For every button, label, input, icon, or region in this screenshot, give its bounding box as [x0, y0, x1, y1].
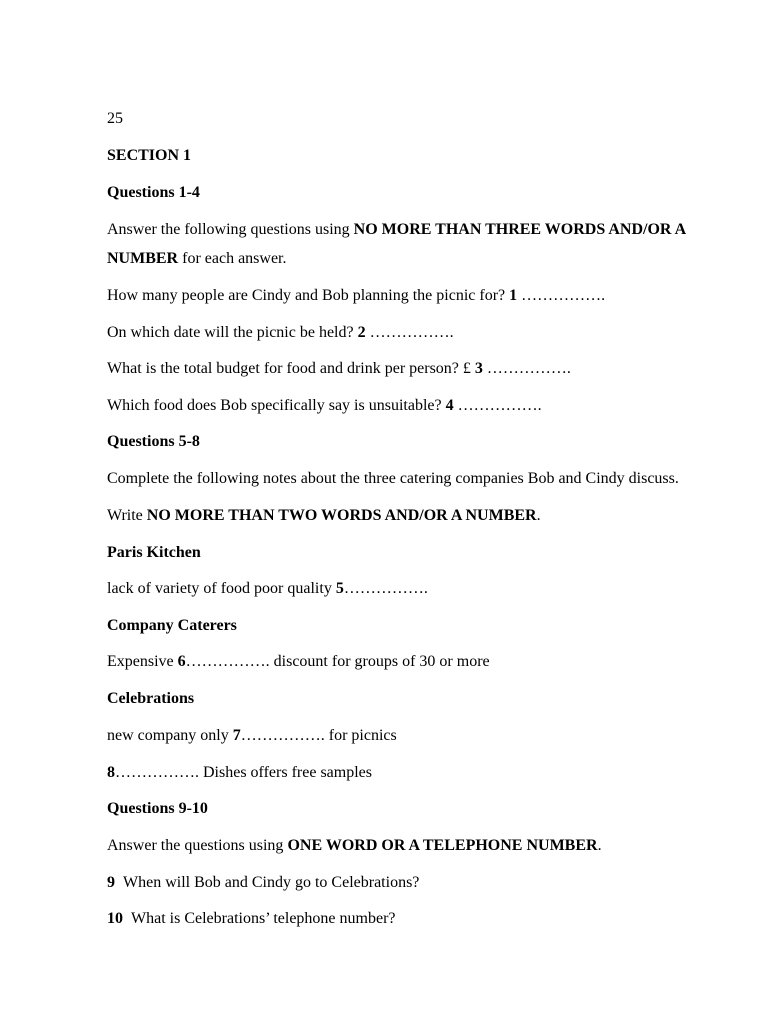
company-caterers-heading: Company Caterers: [107, 617, 237, 634]
q1-4-instruction: Answer the following questions using NO MORE THAN THREE WORDS AND/OR A NUMBER for each answer.: [107, 221, 686, 267]
question-8: 8……………. Dishes offers free samples: [107, 764, 372, 781]
section-title: SECTION 1: [107, 147, 192, 164]
question-7: new company only 7……………. for picnics: [107, 727, 397, 744]
page-number: 25: [107, 110, 123, 127]
question-6: Expensive 6……………. discount for groups of 30 or more: [107, 653, 490, 670]
q5-8-intro: Complete the following notes about the three catering companies Bob and Cindy discuss.: [107, 470, 679, 487]
question-1: How many people are Cindy and Bob planning the picnic for? 1 …………….: [107, 287, 606, 304]
q9-10-heading: Questions 9-10: [107, 800, 208, 817]
question-3: What is the total budget for food and drink per person? £ 3 …………….: [107, 360, 571, 377]
question-4: Which food does Bob specifically say is unsuitable? 4 …………….: [107, 397, 542, 414]
q9-10-instruction: Answer the questions using ONE WORD OR A TELEPHONE NUMBER.: [107, 837, 602, 854]
celebrations-heading: Celebrations: [107, 690, 195, 707]
q5-8-heading: Questions 5-8: [107, 433, 200, 450]
paris-kitchen-heading: Paris Kitchen: [107, 544, 201, 561]
q5-8-write-instruction: Write NO MORE THAN TWO WORDS AND/OR A NUMBER.: [107, 507, 541, 524]
question-10: 10 What is Celebrations’ telephone number?: [107, 910, 396, 927]
question-5: lack of variety of food poor quality 5…………….: [107, 580, 428, 597]
q1-4-heading: Questions 1-4: [107, 184, 200, 201]
question-2: On which date will the picnic be held? 2 …………….: [107, 324, 454, 341]
question-9: 9 When will Bob and Cindy go to Celebrations?: [107, 874, 420, 891]
